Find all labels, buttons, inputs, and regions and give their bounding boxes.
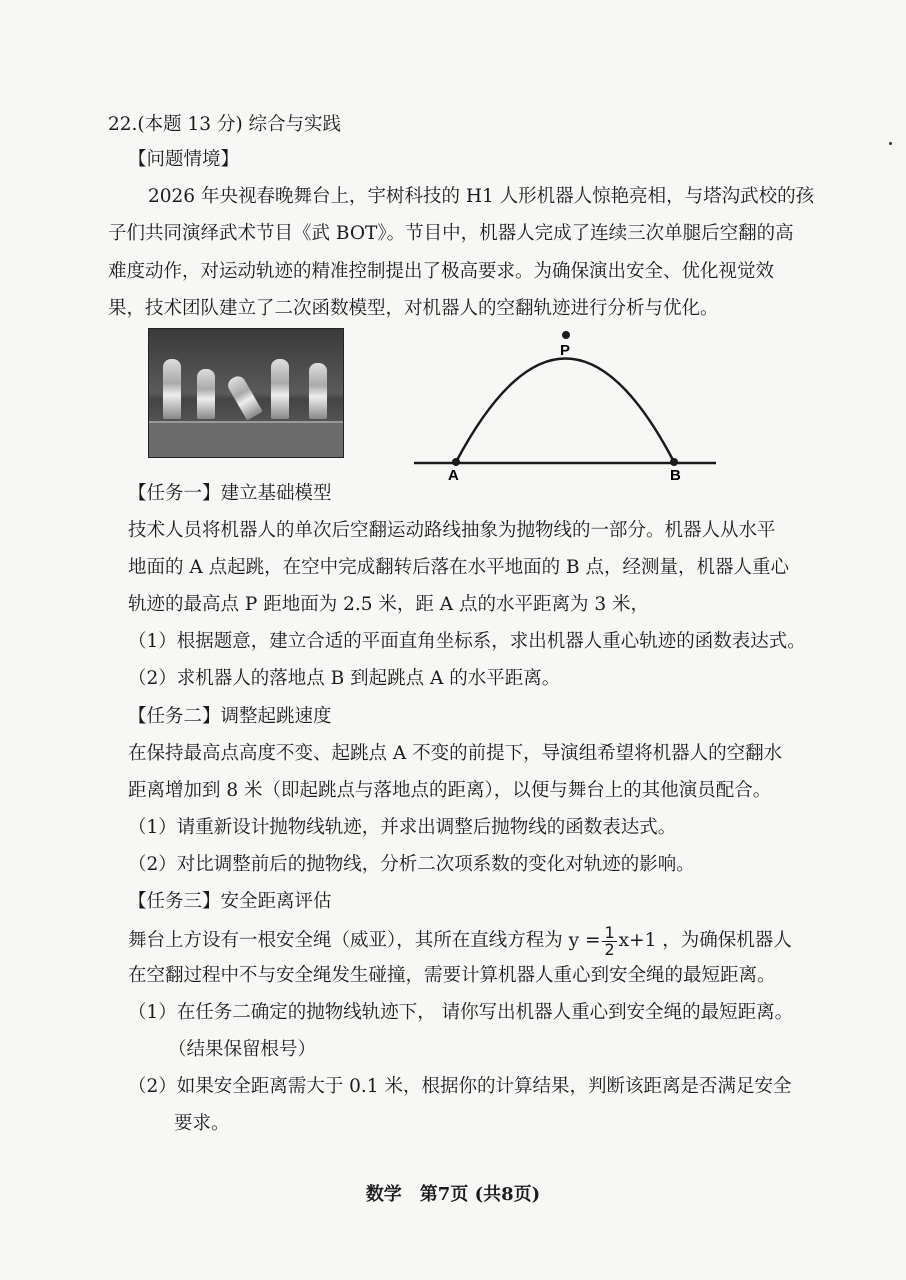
task1-line-1: 技术人员将机器人的单次后空翻运动路线抽象为抛物线的一部分。机器人从水平 [128, 520, 776, 541]
label-b: B [670, 467, 681, 484]
task2-line-1: 在保持最高点高度不变、起跳点 A 不变的前提下，导演组希望将机器人的空翻水 [128, 743, 783, 764]
page-footer: 数学 第7页 (共8页) [365, 1184, 541, 1205]
situation-line-2: 子们共同演绎武术节目《武 BOT》。节目中，机器人完成了连续三次单腿后空翻的高 [108, 223, 794, 244]
parabola-curve [456, 359, 674, 463]
task3-question-1: （1）在任务二确定的抛物线轨迹下， 请你写出机器人重心到安全绳的最短距离。 [128, 1002, 794, 1023]
task2-question-1: （1）请重新设计抛物线轨迹，并求出调整后抛物线的函数表达式。 [128, 817, 677, 838]
point-b [670, 458, 678, 466]
task2-title: 【任务二】调整起跳速度 [128, 706, 332, 727]
task2-line-2: 距离增加到 8 米（即起跳点与落地点的距离），以便与舞台上的其他演员配合。 [128, 780, 772, 801]
task1-question-2: （2）求机器人的落地点 B 到起跳点 A 的水平距离。 [128, 668, 561, 689]
task1-line-3: 轨迹的最高点 P 距地面为 2.5 米，距 A 点的水平距离为 3 米， [128, 594, 650, 615]
fraction-one-half [602, 922, 616, 959]
task1-line-2: 地面的 A 点起跳，在空中完成翻转后落在水平地面的 B 点，经测量，机器人重心 [128, 557, 789, 578]
task3-line-1-before: 舞台上方设有一根安全绳（威亚），其所在直线方程为 y = [128, 930, 601, 951]
situation-line-4: 果，技术团队建立了二次函数模型，对机器人的空翻轨迹进行分析与优化。 [108, 298, 719, 319]
task3-question-2-line-1: （2）如果安全距离需大于 0.1 米，根据你的计算结果，判断该距离是否满足安全 [128, 1076, 792, 1097]
label-p: P [560, 342, 571, 359]
robot-performance-photo [148, 328, 344, 458]
point-p [562, 331, 570, 339]
point-a [452, 458, 460, 466]
task3-question-1-note: （结果保留根号） [168, 1039, 317, 1060]
task2-question-2: （2）对比调整前后的抛物线，分析二次项系数的变化对轨迹的影响。 [128, 854, 695, 875]
situation-title: 【问题情境】 [128, 149, 240, 170]
fraction-denominator: 2 [604, 939, 615, 959]
scan-speck [889, 142, 892, 145]
task3-question-2-line-2: 要求。 [174, 1113, 230, 1134]
task1-title: 【任务一】建立基础模型 [128, 483, 332, 504]
situation-line-1: 2026 年央视春晚舞台上，宇树科技的 H1 人形机器人惊艳亮相，与塔沟武校的孩 [148, 186, 815, 207]
task3-line-1-after: x+1 ，为确保机器人 [618, 930, 792, 951]
task1-question-1: （1）根据题意，建立合适的平面直角坐标系，求出机器人重心轨迹的函数表达式。 [128, 631, 806, 652]
task3-title: 【任务三】安全距离评估 [128, 891, 332, 912]
parabola-diagram [410, 325, 720, 485]
fraction-numerator: 1 [604, 922, 615, 942]
question-header: 22.(本题 13 分) 综合与实践 [108, 114, 342, 135]
task3-line-1 [128, 924, 826, 958]
task3-line-2: 在空翻过程中不与安全绳发生碰撞，需要计算机器人重心到安全绳的最短距离。 [128, 965, 776, 986]
situation-line-3: 难度动作，对运动轨迹的精准控制提出了极高要求。为确保演出安全、优化视觉效 [108, 261, 775, 282]
label-a: A [448, 467, 459, 484]
